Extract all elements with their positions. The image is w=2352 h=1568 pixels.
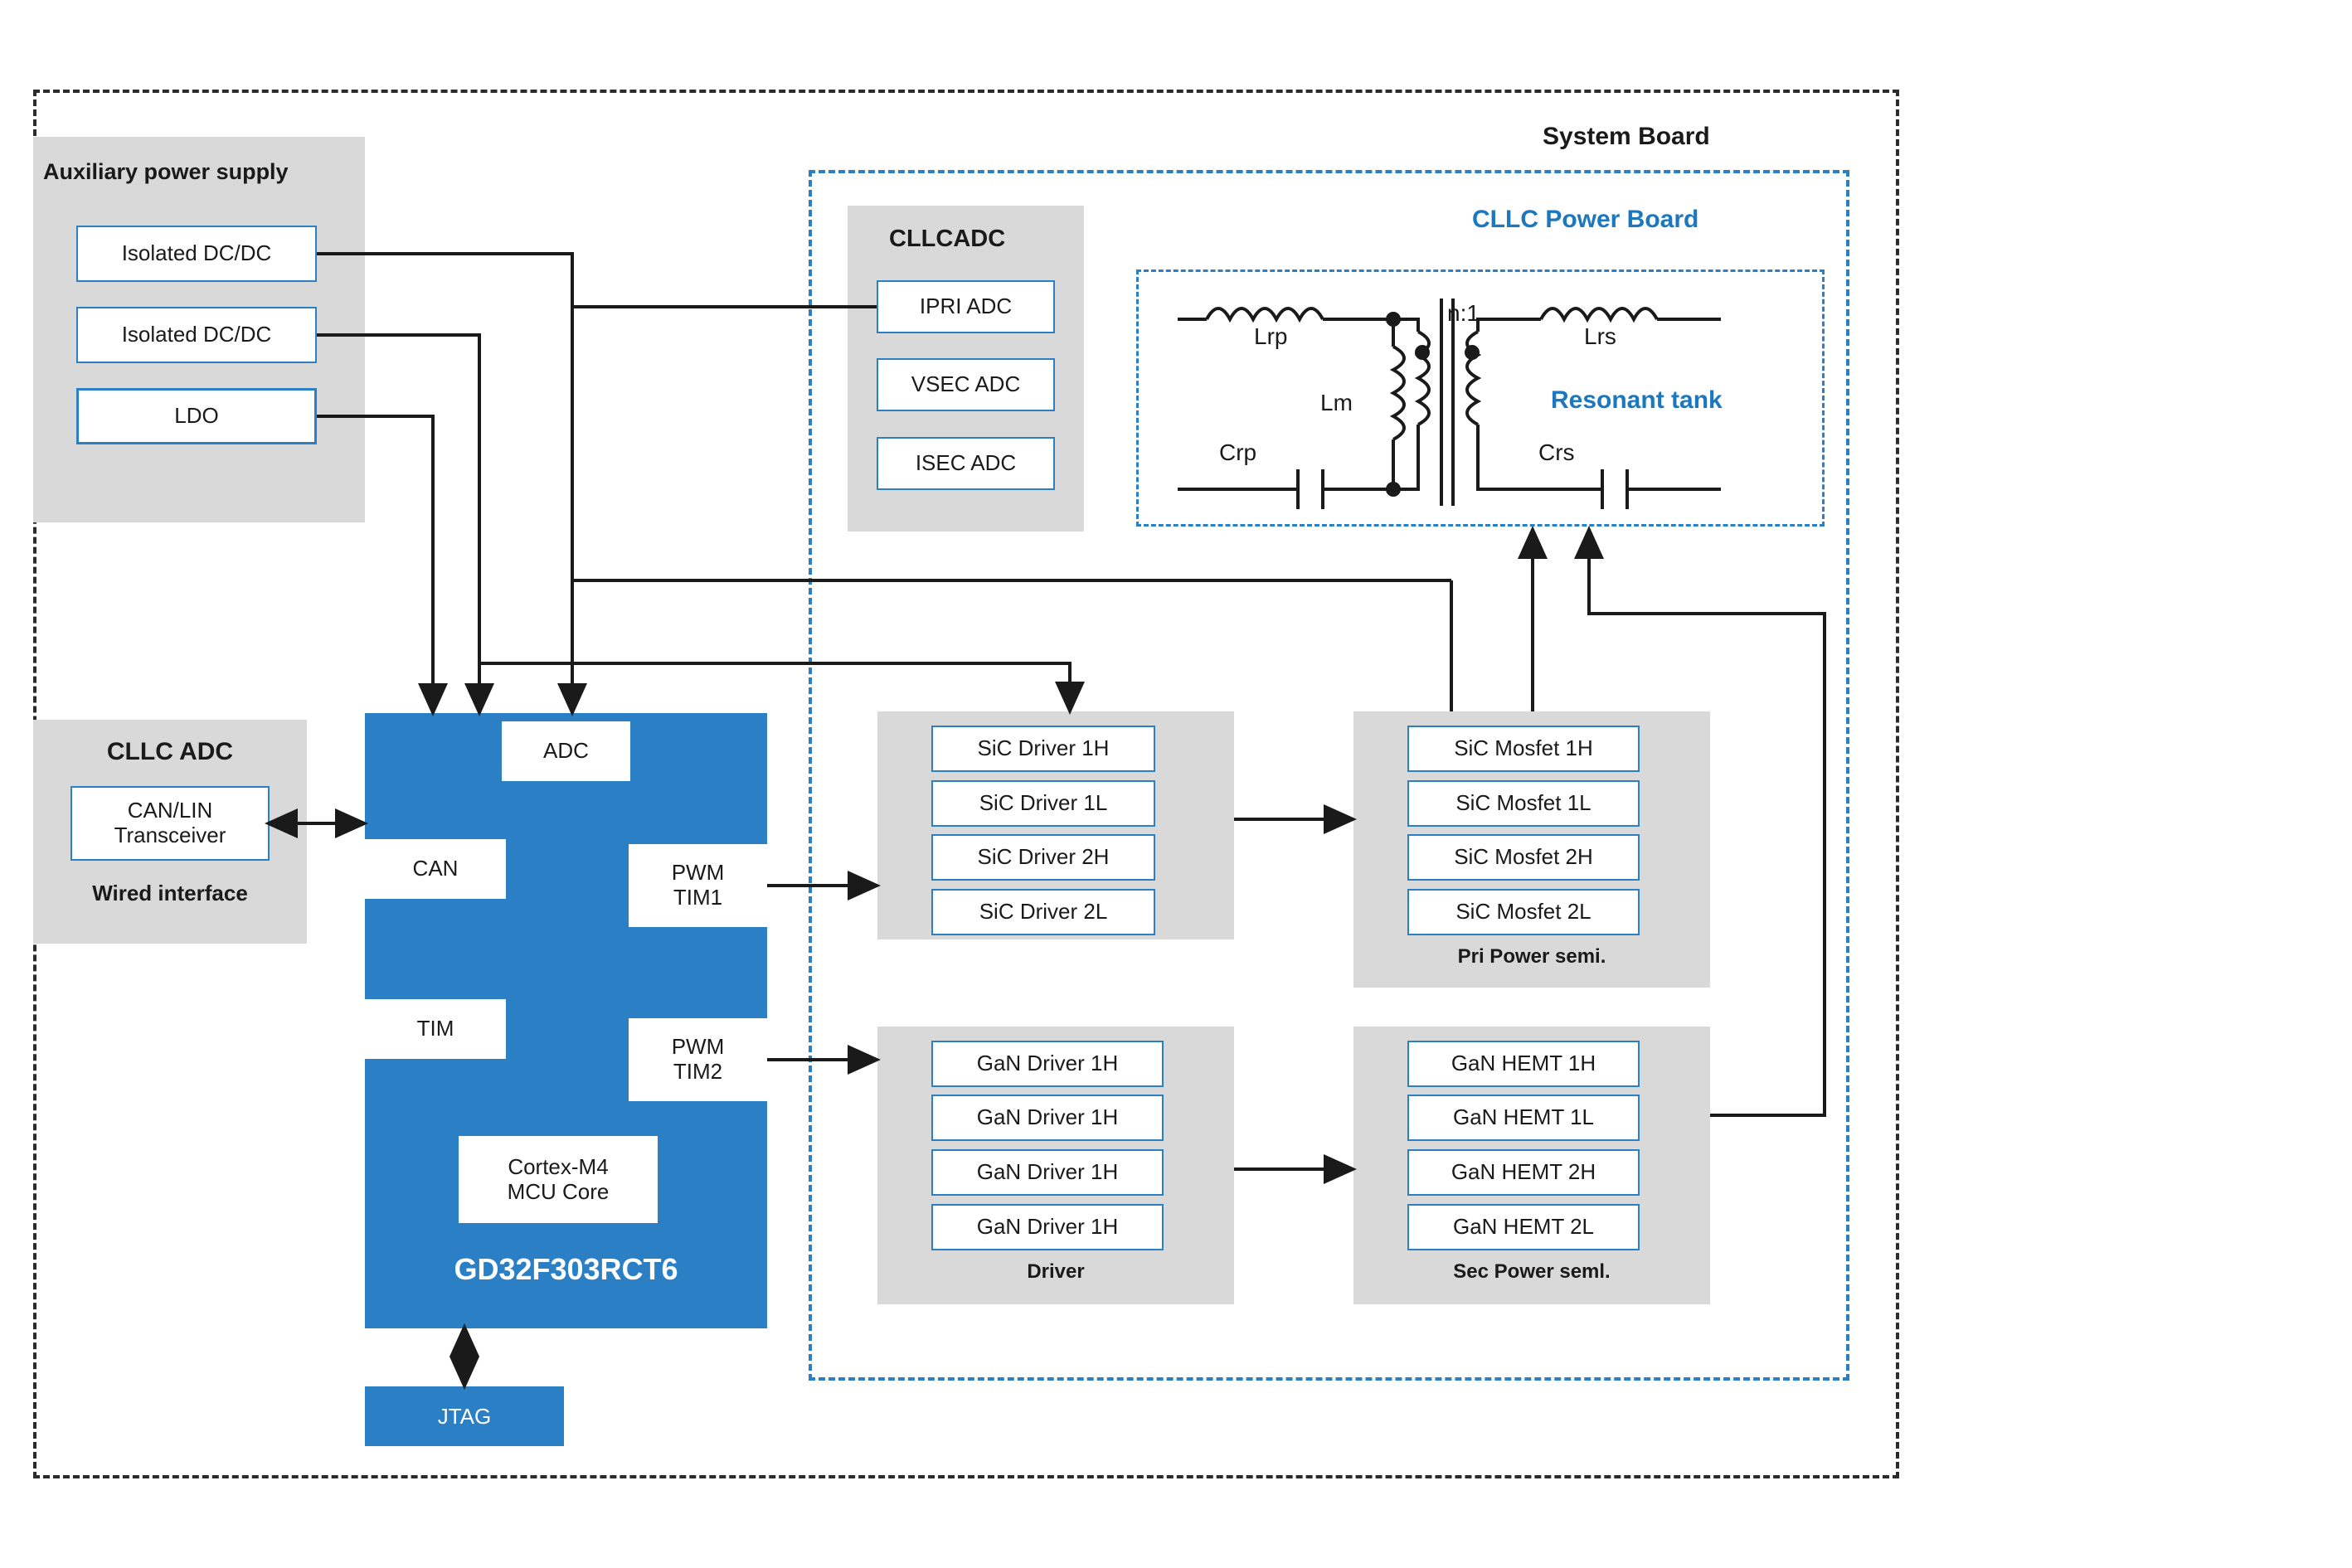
isolated-dcdc-1[interactable]: Isolated DC/DC	[76, 226, 317, 282]
cllc-power-board-title: CLLC Power Board	[1472, 206, 1699, 233]
tank-lrs-label: Lrs	[1584, 323, 1616, 349]
wired-interface-title: CLLC ADC	[106, 738, 234, 765]
jtag-block[interactable]: JTAG	[365, 1386, 564, 1446]
sec-power-semi-label: Sec Power seml.	[1453, 1260, 1611, 1283]
mcu-core-line1: Cortex-M4	[508, 1153, 609, 1179]
pri-power-semi-label: Pri Power semi.	[1457, 945, 1606, 968]
pwm-tim1-line2: TIM1	[673, 885, 723, 910]
sic-mosfet-2h[interactable]: SiC Mosfet 2H	[1407, 834, 1640, 881]
mcu-core-block[interactable]	[459, 1136, 658, 1223]
gan-hemt-1l[interactable]: GaN HEMT 1L	[1407, 1095, 1640, 1141]
can-lin-transceiver-block[interactable]	[70, 786, 270, 861]
wired-interface-footer: Wired interface	[92, 881, 248, 905]
mcu-core-line2: MCU Core	[507, 1178, 610, 1204]
system-board-title: System Board	[1543, 123, 1710, 150]
ipri-adc-block[interactable]: IPRI ADC	[877, 280, 1055, 333]
sic-driver-2h[interactable]: SiC Driver 2H	[931, 834, 1155, 881]
ldo-block[interactable]: LDO	[76, 388, 317, 444]
isolated-dcdc-2[interactable]: Isolated DC/DC	[76, 307, 317, 363]
isec-adc-block[interactable]: ISEC ADC	[877, 437, 1055, 490]
sic-mosfet-2l[interactable]: SiC Mosfet 2L	[1407, 889, 1640, 935]
mcu-adc-block[interactable]: ADC	[502, 721, 630, 781]
gan-driver-1[interactable]: GaN Driver 1H	[931, 1041, 1164, 1087]
mcu-pwm-tim2-block[interactable]	[629, 1018, 767, 1101]
sic-driver-1h[interactable]: SiC Driver 1H	[931, 726, 1155, 772]
mcu-name-label: GD32F303RCT6	[454, 1252, 678, 1286]
mcu-can-block[interactable]: CAN	[365, 839, 506, 899]
mcu-tim-block[interactable]: TIM	[365, 999, 506, 1059]
can-lin-transceiver-line1: CAN/LIN	[127, 798, 213, 823]
gan-hemt-1h[interactable]: GaN HEMT 1H	[1407, 1041, 1640, 1087]
gan-hemt-2l[interactable]: GaN HEMT 2L	[1407, 1204, 1640, 1250]
tank-crs-label: Crs	[1538, 439, 1575, 465]
sic-mosfet-1l[interactable]: SiC Mosfet 1L	[1407, 780, 1640, 827]
sic-driver-2l[interactable]: SiC Driver 2L	[931, 889, 1155, 935]
driver-group-label: Driver	[1027, 1260, 1085, 1283]
pwm-tim2-line1: PWM	[671, 1034, 725, 1060]
tank-lm-label: Lm	[1320, 390, 1353, 415]
tank-crp-label: Crp	[1219, 439, 1257, 465]
sic-driver-1l[interactable]: SiC Driver 1L	[931, 780, 1155, 827]
gan-driver-4[interactable]: GaN Driver 1H	[931, 1204, 1164, 1250]
pwm-tim2-line2: TIM2	[673, 1059, 723, 1084]
auxiliary-power-supply-title: Auxiliary power supply	[43, 159, 289, 184]
gan-driver-3[interactable]: GaN Driver 1H	[931, 1149, 1164, 1196]
can-lin-transceiver-line2: Transceiver	[114, 823, 226, 847]
pwm-tim1-line1: PWM	[671, 860, 725, 886]
tank-lrp-label: Lrp	[1254, 323, 1288, 349]
cllcadc-title: CLLCADC	[889, 226, 1006, 252]
tank-ratio-label: n:1	[1447, 300, 1480, 326]
sic-mosfet-1h[interactable]: SiC Mosfet 1H	[1407, 726, 1640, 772]
mcu-pwm-tim1-block[interactable]	[629, 844, 767, 927]
gan-hemt-2h[interactable]: GaN HEMT 2H	[1407, 1149, 1640, 1196]
vsec-adc-block[interactable]: VSEC ADC	[877, 358, 1055, 411]
resonant-tank-title: Resonant tank	[1551, 386, 1723, 414]
gan-driver-2[interactable]: GaN Driver 1H	[931, 1095, 1164, 1141]
